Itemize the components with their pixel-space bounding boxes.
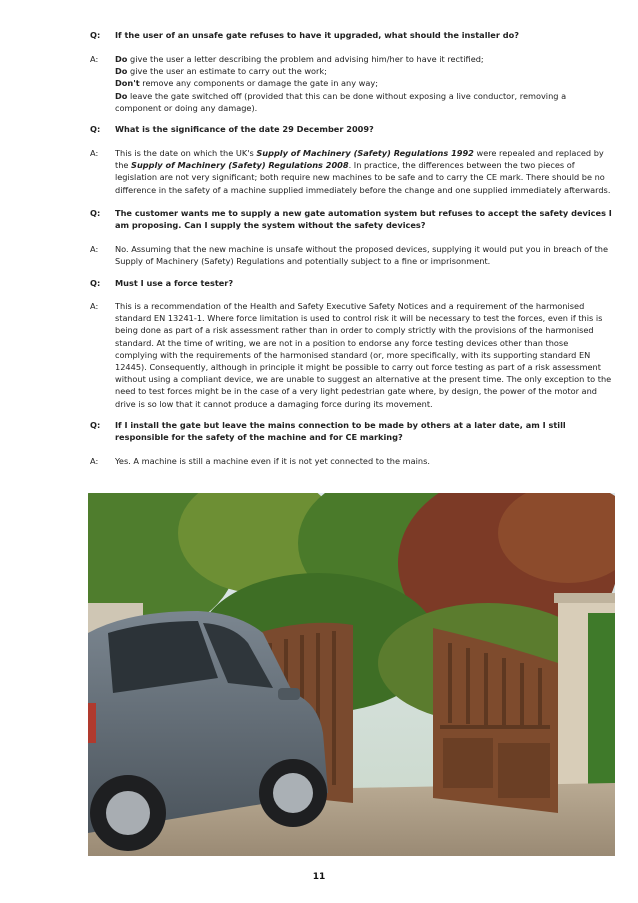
question-text: Must I use a force tester? [115,278,234,288]
regulation-reference: Supply of Machinery (Safety) Regulations 2008 [131,160,349,171]
question-text: If I install the gate but leave the mains connection to be made by others at a later date, am I still responsible for the safety of the machine and for CE marking? [115,420,566,443]
photo-illustration [88,493,615,856]
answer-line-text: give the user an estimate to carry out the work; [127,66,327,77]
answer-text: No. Assuming that the new machine is unsafe without the proposed devices, supplying it would put you in breach of the Supply of Machinery (Safety) Regulations and potentially subject to a fine or imprisonment. [115,244,609,267]
answer-line-text: give the user a letter describing the problem and advising him/her to have it rectified; [127,54,484,64]
answer-label: A: [90,244,99,254]
gate-car-photo [88,493,615,856]
answer-line-text: remove any components or damage the gate in any way; [139,78,378,89]
answer-line [115,90,612,114]
answer-line-text: leave the gate switched off (provided that this can be done without exposing a live conductor, removing a component or doing any damage). [115,90,567,113]
answer-keyword: Do [115,66,128,77]
question-text: If the user of an unsafe gate refuses to have it upgraded, what should the installer do? [115,30,519,40]
question-label: Q: [90,208,101,218]
question-label: Q: [90,278,101,288]
question-label: Q: [90,420,101,430]
answer-text: This is a recommendation of the Health and Safety Executive Safety Notices and a requirement of the harmonised standard EN 13241-1. Where force limitation is used to control risk it will be necessary to test the forces, even if this is being done as part of a risk assessment rather than in order to comply strictly with the provisions of the harmonised standard. At the time of writing, we are not in a position to endorse any force testing devices other than those complying with the requirements of the harmonised standard (or, more specifically, with its supporting standard EN 12445). Consequently, although in principle it might be possible to carry out force testing as part of a risk assessment without using a compliant device, we are unable to suggest an alternative at the present time. The only exception to the need to test forces might be in the case of a very light pedestrian gate where, by design, the power of the motor and drive is so low that it cannot produce a damaging force during its movement. [115,301,612,409]
page-number: 11 [312,872,326,882]
question-text: What is the significance of the date 29 December 2009? [115,124,374,134]
regulation-reference: Supply of Machinery (Safety) Regulations 1992 [256,148,474,158]
answer-label: A: [90,456,99,466]
answer-keyword: Don't [115,78,140,89]
answer-label: A: [90,301,99,311]
answer-text [115,147,612,196]
answer-text-part: This is the date on which the UK's [115,148,257,158]
answer-text: Yes. A machine is still a machine even if it is not yet connected to the mains. [115,456,430,466]
answer-text-part: were repealed and replaced by the [115,148,604,171]
answer-label: A: [90,148,99,158]
answer-line [115,53,612,65]
question-label: Q: [90,124,101,134]
answer-label: A: [90,54,99,64]
answer-line [115,77,612,89]
answer-keyword: Do [115,54,128,64]
answer-text [115,53,612,114]
question-label: Q: [90,30,101,40]
question-text: The customer wants me to supply a new gate automation system but refuses to accept the safety devices I am proposing. Can I supply the system without the safety devices? [115,208,612,231]
answer-line [115,65,612,77]
answer-keyword: Do [115,90,128,101]
answer-text-part: . In practice, the differences between the two pieces of legislation are not very significant; both require new machines to be safe and to carry the CE mark. There should be no difference in the safety of a machine supplied immediately before the change and one supplied immediately afterwards. [115,160,611,195]
